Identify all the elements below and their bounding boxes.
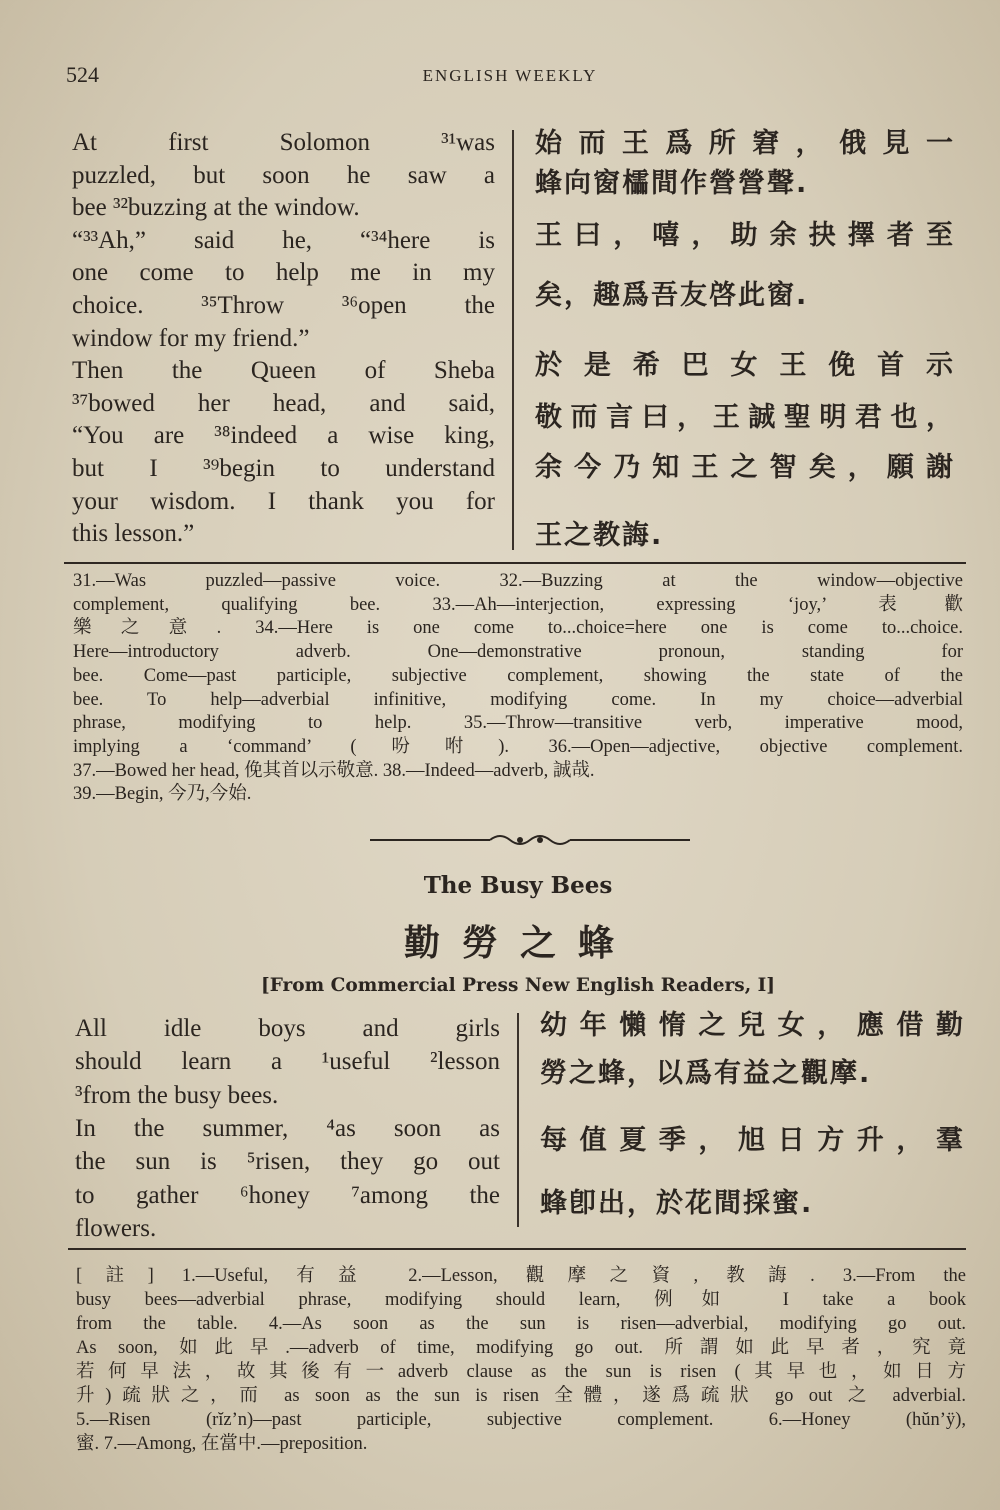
chinese-text-line: 於是希巴女王俛首示: [535, 350, 955, 381]
text-line: flowers.: [75, 1215, 157, 1242]
text-line: At first Solomon ³¹was: [72, 129, 495, 156]
note-line: phrase, modifying to help. 35.—Throw—transitive verb, imperative mood,: [73, 713, 963, 733]
note-line: bee. To help—adverbial infinitive, modifying come. In my choice—adverbial: [73, 690, 963, 710]
text-line: “³³Ah,” said he, “³⁴here is: [72, 227, 495, 254]
chinese-text-line: 王之教誨.: [535, 520, 664, 551]
notes-rule: [64, 562, 966, 564]
chinese-text-line: 幼年懶惰之兒女，應借勤: [540, 1010, 965, 1041]
chinese-text-line: 余今乃知王之智矣，願謝: [535, 452, 955, 483]
note-line: Here—introductory adverb. One—demonstrative pronoun, standing for: [73, 642, 963, 662]
text-line: one come to help me in my: [72, 259, 495, 286]
text-line: choice. ³⁵Throw ³⁶open the: [72, 292, 495, 319]
note-line: 39.—Begin, 今乃,今始.: [73, 784, 252, 804]
note-line: 37.—Bowed her head, 俛其首以示敬意. 38.—Indeed—adverb, 誠哉.: [73, 761, 595, 781]
text-line: window for my friend.”: [72, 325, 310, 352]
text-line: the sun is ⁵risen, they go out: [75, 1148, 500, 1175]
text-line: All idle boys and girls: [75, 1015, 500, 1042]
text-line: In the summer, ⁴as soon as: [75, 1115, 500, 1142]
note-line: 31.—Was puzzled—passive voice. 32.—Buzzing at the window—objective: [73, 571, 963, 591]
note-line: As soon, 如此早.—adverb of time, modifying go out. 所謂如此早者，究竟: [76, 1338, 966, 1358]
note-line: 樂之意. 34.—Here is one come to...choice=here one is come to...choice.: [73, 618, 963, 638]
text-line: to gather ⁶honey ⁷among the: [75, 1182, 500, 1209]
text-line: but I ³⁹begin to understand: [72, 455, 495, 482]
text-line: “You are ³⁸indeed a wise king,: [72, 422, 495, 449]
chinese-text-line: 蜂向窗櫺間作營營聲.: [535, 168, 809, 199]
note-line: complement, qualifying bee. 33.—Ah—interjection, expressing ‘joy,’ 表歡: [73, 595, 963, 615]
ornament-divider: [370, 830, 690, 850]
note-line: implying a ‘command’ (吩咐). 36.—Open—adjective, objective complement.: [73, 737, 963, 757]
text-line: this lesson.”: [72, 520, 195, 547]
note-line: busy bees—adverbial phrase, modifying should learn, 例如 I take a book: [76, 1290, 966, 1310]
column-divider: [512, 130, 514, 550]
chinese-text-line: 敬而言曰，王誠聖明君也，: [535, 402, 955, 433]
column-divider: [517, 1013, 519, 1227]
note-line: from the table. 4.—As soon as the sun is risen—adverbial, modifying go out.: [76, 1314, 966, 1334]
chinese-text-line: 始而王爲所窘，俄見一: [535, 128, 955, 159]
note-line: [註] 1.—Useful, 有益 2.—Lesson, 觀摩之資, 教誨. 3.—From the: [76, 1266, 966, 1286]
note-line: 蜜. 7.—Among, 在當中.—preposition.: [76, 1434, 368, 1454]
text-line: ³from the busy bees.: [75, 1082, 279, 1109]
text-line: ³⁷bowed her head, and said,: [72, 390, 495, 417]
note-line: 升)疏狀之，而 as soon as the sun is risen 全體，遂爲疏狀 go out 之 adverbial.: [76, 1386, 966, 1406]
chinese-text-line: 王曰，嘻，助余抉擇者至: [535, 220, 955, 251]
running-header: ENGLISH WEEKLY: [422, 66, 598, 85]
note-line: 5.—Risen (rĭz’n)—past participle, subjective complement. 6.—Honey (hŭn’ÿ),: [76, 1410, 966, 1430]
page-number: 524: [66, 62, 99, 87]
chinese-text-line: 矣，趣爲吾友啓此窗.: [535, 280, 809, 311]
article-title: The Busy Bees: [423, 872, 613, 899]
text-line: should learn a ¹useful ²lesson: [75, 1048, 500, 1075]
text-line: bee ³²buzzing at the window.: [72, 194, 360, 221]
text-line: your wisdom. I thank you for: [72, 488, 495, 515]
article-source: [From Commercial Press New English Readers, I]: [260, 975, 776, 996]
article-chinese-title: 勤勞之蜂: [403, 923, 636, 964]
notes-rule: [68, 1248, 966, 1250]
chinese-text-line: 每值夏季，旭日方升，羣: [540, 1125, 965, 1156]
note-line: 若何早法，故其後有一adverb clause as the sun is risen (其早也，如日方: [76, 1362, 966, 1382]
text-line: Then the Queen of Sheba: [72, 357, 495, 384]
chinese-text-line: 蜂卽出，於花間採蜜.: [540, 1188, 814, 1219]
note-line: bee. Come—past participle, subjective complement, showing the state of the: [73, 666, 963, 686]
chinese-text-line: 勞之蜂，以爲有益之觀摩.: [540, 1058, 872, 1089]
text-line: puzzled, but soon he saw a: [72, 162, 495, 189]
